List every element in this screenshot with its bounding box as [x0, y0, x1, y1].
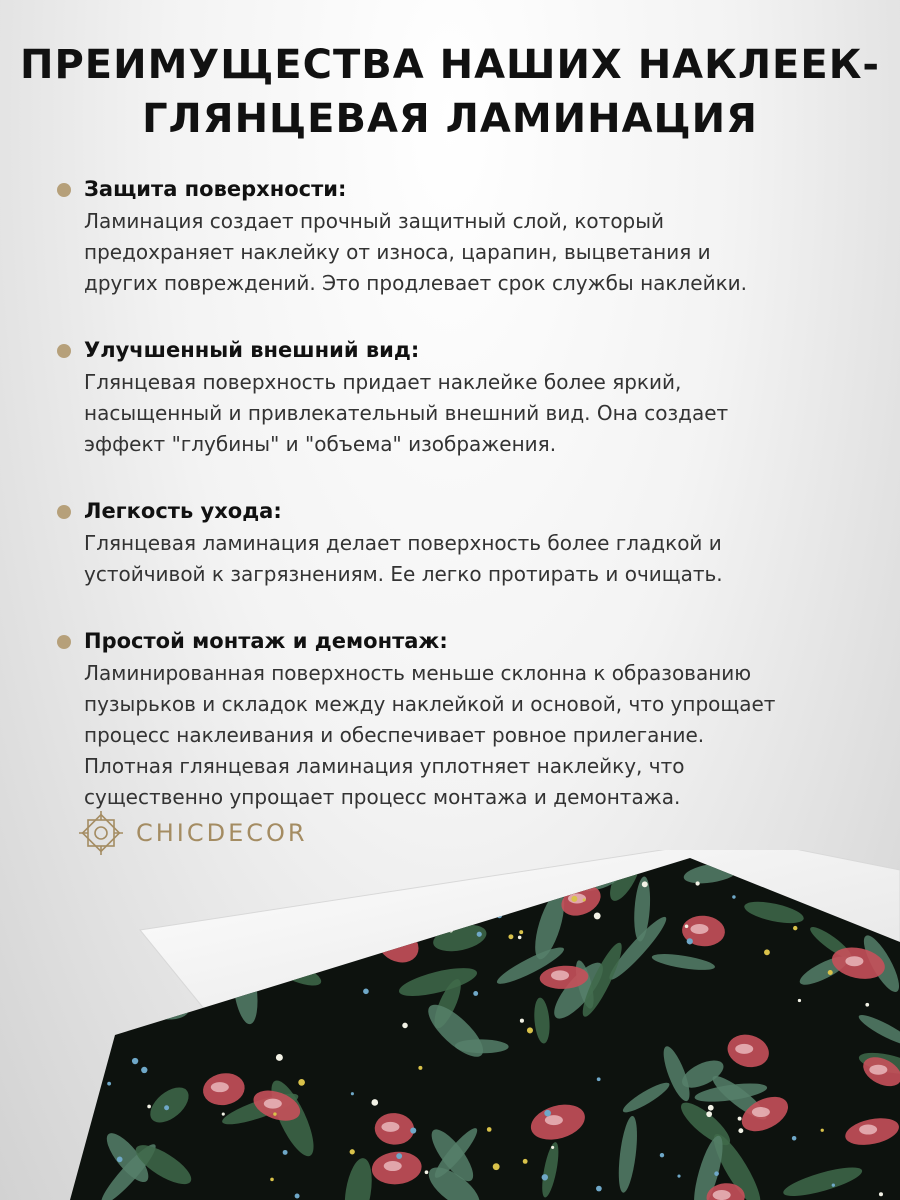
small-blossom [520, 1019, 524, 1023]
benefits-list [52, 172, 882, 847]
small-blossom [117, 1156, 123, 1162]
benefit-title: Улучшенный внешний вид: [84, 338, 420, 362]
red-flower [55, 943, 107, 991]
bullet-dot-icon [57, 344, 71, 358]
flower-highlight [473, 863, 491, 873]
small-blossom [798, 999, 801, 1002]
flower-highlight [69, 960, 87, 970]
flower-highlight [551, 970, 569, 980]
small-blossom [879, 1192, 883, 1196]
flower-highlight [381, 1122, 399, 1132]
small-blossom [881, 850, 884, 853]
small-blossom [171, 889, 175, 893]
benefit-item [52, 172, 882, 299]
small-blossom [107, 1082, 111, 1086]
bullet-dot-icon [57, 635, 71, 649]
bullet-dot-icon [57, 505, 71, 519]
small-blossom [363, 989, 369, 995]
small-blossom [523, 1159, 528, 1164]
small-blossom [792, 1136, 797, 1141]
small-blossom [542, 1174, 548, 1180]
small-blossom [706, 1111, 712, 1117]
leaf-shape [93, 906, 124, 974]
leaf-shape [123, 887, 145, 961]
small-blossom [594, 912, 601, 919]
flower-highlight [545, 1115, 563, 1125]
small-blossom [544, 1110, 551, 1117]
small-blossom [396, 1153, 402, 1159]
small-blossom [596, 1186, 602, 1192]
small-blossom [415, 851, 420, 856]
benefit-text: Глянцевая ламинация делает поверхность более гладкой и устойчивой к загрязнениям. Ее легко протирать и очищать. [84, 531, 723, 586]
leaf-shape [44, 997, 76, 1045]
small-blossom [270, 1178, 274, 1182]
flower-highlight [859, 1125, 877, 1135]
title-line-2: ГЛЯНЦЕВАЯ ЛАМИНАЦИЯ [142, 96, 758, 142]
sticker-sheet-illustration [0, 850, 900, 1200]
page-title [0, 38, 900, 146]
small-blossom [551, 1146, 554, 1149]
small-blossom [129, 850, 134, 854]
small-blossom [764, 949, 770, 955]
flower-highlight [144, 898, 162, 908]
small-blossom [559, 850, 563, 853]
small-blossom [660, 1153, 664, 1157]
small-blossom [708, 1105, 714, 1111]
small-blossom [276, 1054, 283, 1061]
small-blossom [402, 1023, 408, 1029]
small-blossom [295, 1194, 300, 1199]
small-blossom [687, 938, 693, 944]
benefit-title: Легкость ухода: [84, 499, 282, 523]
small-blossom [597, 1077, 601, 1081]
leaf-shape [102, 858, 160, 890]
small-blossom [91, 1061, 95, 1065]
small-blossom [141, 1067, 147, 1073]
leaf-shape [112, 955, 162, 992]
small-blossom [677, 1175, 680, 1178]
small-blossom [487, 1127, 492, 1132]
flower-highlight [690, 924, 708, 934]
benefit-title: Простой монтаж и демонтаж: [84, 629, 448, 653]
benefit-text: Ламинированная поверхность меньше склонна к образованию пузырьков и складок между наклейкой и основой, что упрощает процесс наклеивания и обеспечивает ровное прилегание. Плотная глянцевая ламинация уплотняет наклейку, что существенно упрощает процесс монтажа и демонтажа. [84, 661, 776, 809]
small-blossom [418, 1066, 422, 1070]
small-blossom [410, 1128, 416, 1134]
red-flower [134, 884, 179, 926]
flower-highlight [845, 956, 863, 966]
flower-highlight [752, 1107, 770, 1117]
small-blossom [518, 936, 522, 940]
leaf-shape [76, 938, 132, 1021]
small-blossom [371, 1099, 378, 1106]
small-blossom [246, 898, 253, 905]
flower-highlight [264, 1099, 282, 1109]
small-blossom [583, 898, 586, 901]
red-flower [68, 885, 117, 924]
small-blossom [350, 1149, 355, 1154]
benefit-item [52, 494, 882, 590]
leaf-shape [165, 850, 242, 890]
small-blossom [493, 1163, 500, 1170]
small-blossom [685, 925, 689, 929]
small-blossom [283, 1150, 288, 1155]
small-blossom [832, 1183, 835, 1186]
small-blossom [425, 1170, 429, 1174]
small-blossom [132, 1058, 138, 1064]
small-blossom [298, 1079, 305, 1086]
flower-highlight [199, 885, 217, 895]
small-blossom [80, 1008, 87, 1015]
small-blossom [738, 1128, 743, 1133]
flower-highlight [886, 858, 900, 868]
small-blossom [273, 1112, 276, 1115]
small-blossom [147, 1105, 151, 1109]
small-blossom [865, 1003, 869, 1007]
small-blossom [477, 932, 482, 937]
small-blossom [642, 881, 648, 887]
small-blossom [695, 881, 699, 885]
benefit-text: Ламинация создает прочный защитный слой, который предохраняет наклейку от износа, царапин, выцветания и других повреждений. Это продлевает срок службы наклейки. [84, 209, 747, 295]
flower-highlight [869, 1065, 887, 1075]
small-blossom [738, 1117, 742, 1121]
flower-highlight [713, 1190, 731, 1200]
benefit-title: Защита поверхности: [84, 177, 347, 201]
benefit-item [52, 333, 882, 460]
leaf-shape [50, 1077, 85, 1153]
flower-highlight [384, 1161, 402, 1171]
small-blossom [127, 926, 131, 930]
bullet-dot-icon [57, 183, 71, 197]
small-blossom [828, 970, 833, 975]
small-blossom [164, 1105, 169, 1110]
small-blossom [821, 1129, 824, 1132]
leaf-shape [54, 945, 78, 1007]
flower-highlight [203, 903, 221, 913]
small-blossom [732, 895, 735, 898]
flower-highlight [211, 1082, 229, 1092]
small-blossom [508, 934, 513, 939]
leaf-shape [104, 850, 156, 897]
small-blossom [793, 926, 797, 930]
small-blossom [88, 1012, 92, 1016]
leaf-shape [106, 896, 161, 918]
small-blossom [623, 850, 627, 853]
brand-name: CHICDECOR [136, 819, 308, 847]
small-blossom [714, 1171, 719, 1176]
benefit-item [52, 624, 882, 813]
flower-highlight [79, 897, 97, 907]
title-line-1: ПРЕИМУЩЕСТВА НАШИХ НАКЛЕЕК- [20, 42, 880, 88]
small-blossom [125, 995, 128, 998]
flower-highlight [735, 1044, 753, 1054]
small-blossom [571, 896, 577, 902]
leaf-shape [307, 850, 382, 872]
red-flower [188, 879, 236, 906]
small-blossom [222, 1113, 225, 1116]
small-blossom [351, 1092, 354, 1095]
small-blossom [519, 930, 523, 934]
small-blossom [473, 991, 478, 996]
small-blossom [527, 1027, 533, 1033]
benefit-text: Глянцевая поверхность придает наклейке более яркий, насыщенный и привлекательный внешний вид. Она создает эффект "глубины" и "объема" изображения. [84, 370, 729, 456]
